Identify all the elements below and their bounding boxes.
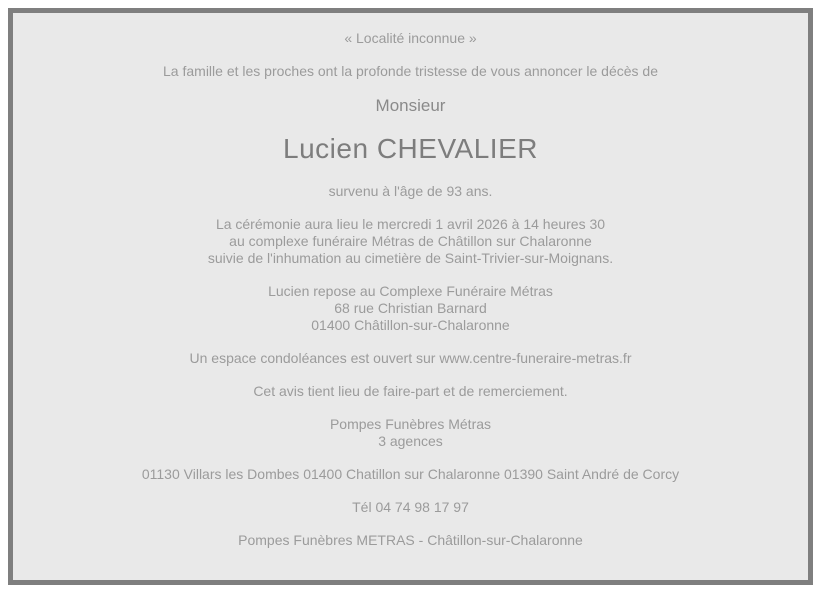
location-label: « Localité inconnue »: [344, 30, 477, 46]
funeral-home-agencies: 3 agences: [378, 433, 443, 449]
ceremony-line-1: La cérémonie aura lieu le mercredi 1 avril 2026 à 14 heures 30: [215, 216, 606, 232]
civility-title: Monsieur: [375, 96, 446, 115]
repose-address-street: 68 rue Christian Barnard: [334, 300, 487, 316]
announcement-text: La famille et les proches ont la profonde tristesse de vous annoncer le décès de: [163, 63, 658, 79]
funeral-home-name: Pompes Funèbres Métras: [329, 416, 492, 432]
ceremony-paragraph: [23, 216, 798, 267]
repose-paragraph: [23, 283, 798, 334]
funeral-home-paragraph: [23, 416, 798, 450]
faire-part-text: Cet avis tient lieu de faire-part et de remerciement.: [253, 383, 568, 399]
ceremony-line-2: au complexe funéraire Métras de Châtillon sur Chalaronne: [229, 233, 592, 249]
age-text: survenu à l'âge de 93 ans.: [328, 183, 493, 199]
funeral-home-phone: Tél 04 74 98 17 97: [352, 499, 469, 515]
ceremony-line-3: suivie de l'inhumation au cimetière de Saint-Trivier-sur-Moignans.: [207, 250, 614, 266]
condolences-text: Un espace condoléances est ouvert sur www.centre-funeraire-metras.fr: [189, 350, 632, 366]
obituary-notice: [8, 8, 813, 585]
repose-address-city: 01400 Châtillon-sur-Chalaronne: [311, 317, 510, 333]
funeral-home-locations: 01130 Villars les Dombes 01400 Chatillon sur Chalaronne 01390 Saint André de Corcy: [141, 466, 680, 482]
funeral-home-signature: Pompes Funèbres METRAS - Châtillon-sur-Chalaronne: [238, 532, 583, 548]
repose-line-1: Lucien repose au Complexe Funéraire Métras: [268, 283, 553, 299]
deceased-name: Lucien CHEVALIER: [283, 133, 538, 164]
